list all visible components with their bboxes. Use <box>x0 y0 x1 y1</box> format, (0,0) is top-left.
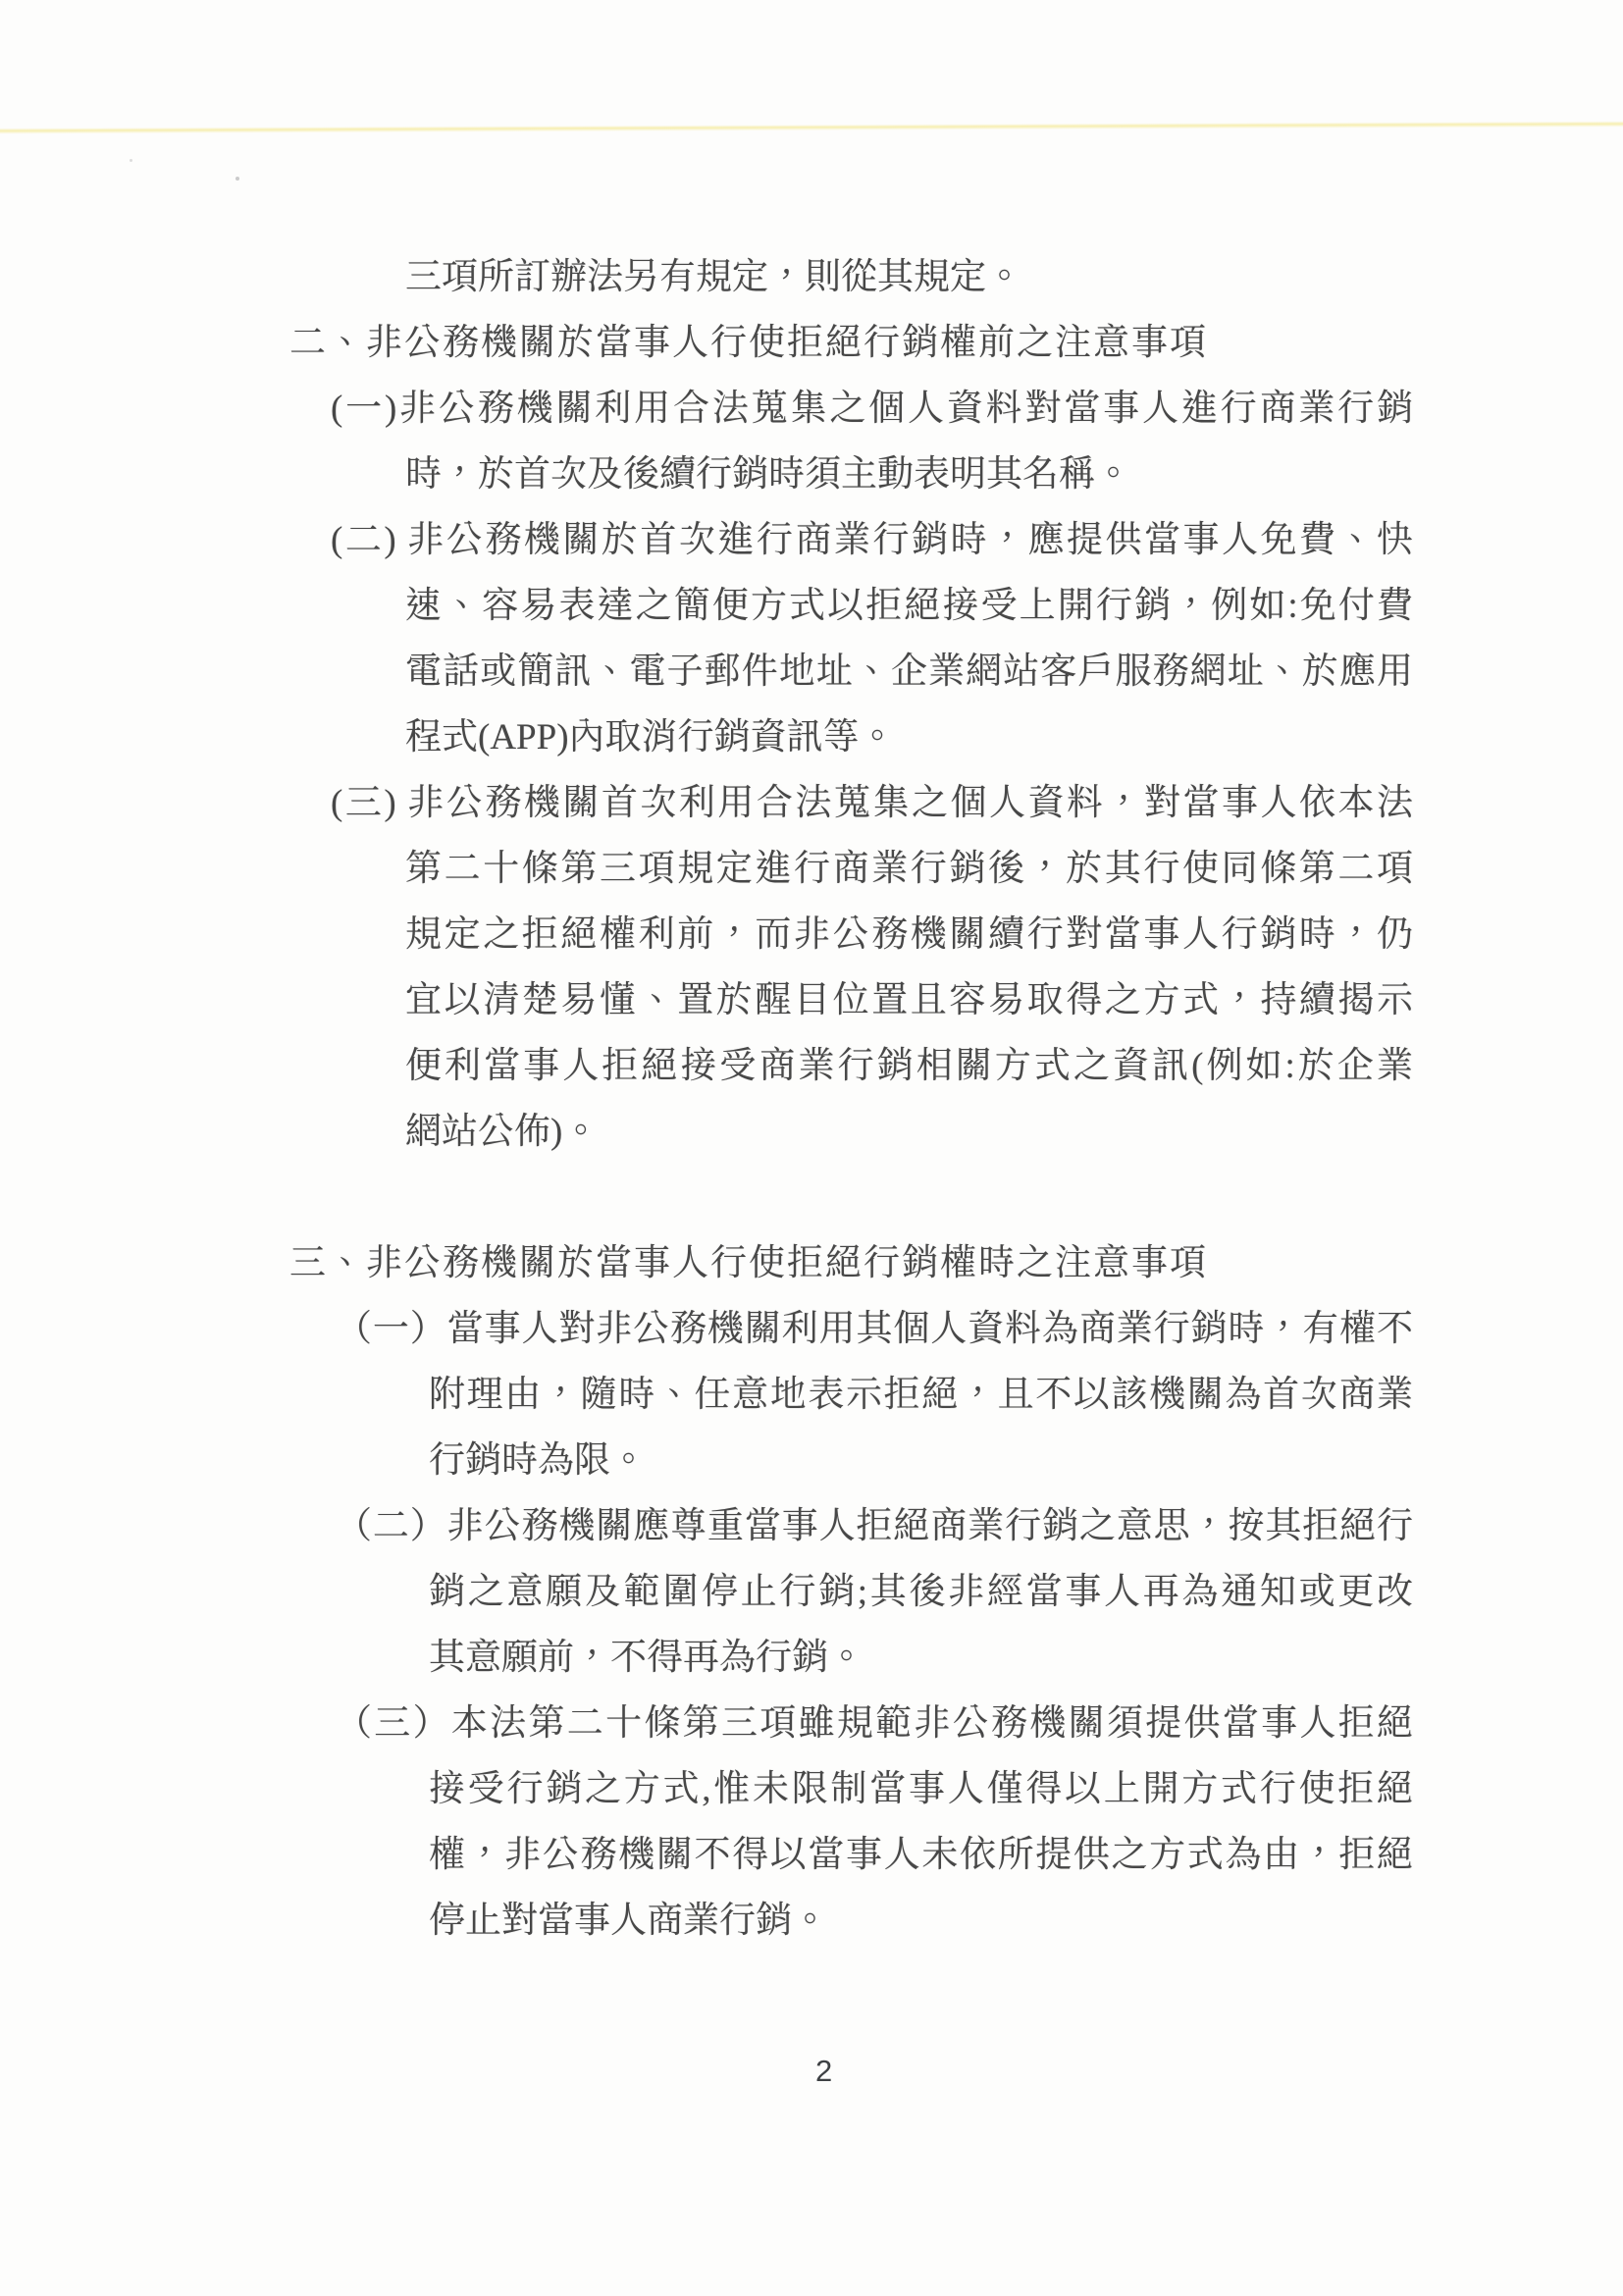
text-line: 其意願前，不得再為行銷。 <box>429 1638 864 1678</box>
text-line: 銷之意願及範圍停止行銷;其後非經當事人再為通知或更改 <box>429 1572 1413 1612</box>
text-line: 行銷時為限。 <box>429 1440 647 1481</box>
text-line: （三）本法第二十條第三項雖規範非公務機關須提供當事人拒絕 <box>336 1703 1413 1744</box>
text-line: 速、容易表達之簡便方式以拒絕接受上開行銷，例如:免付費 <box>405 586 1413 626</box>
text-line: 時，於首次及後續行銷時須主動表明其名稱。 <box>405 454 1131 495</box>
text-line: 接受行銷之方式,惟未限制當事人僅得以上開方式行使拒絕 <box>429 1769 1413 1809</box>
scan-streak-artifact <box>0 121 1623 133</box>
text-line: 第二十條第三項規定進行商業行銷後，於其行使同條第二項 <box>405 849 1413 889</box>
blank-line <box>0 1165 1623 1230</box>
text-line: 三項所訂辦法另有規定，則從其規定。 <box>405 257 1022 297</box>
text-line: 網站公佈)。 <box>405 1112 600 1152</box>
page-number: 2 <box>815 2054 833 2088</box>
text-line: 程式(APP)內取消行銷資訊等。 <box>405 717 896 757</box>
text-line: 便利當事人拒絕接受商業行銷相關方式之資訊(例如:於企業 <box>405 1046 1413 1086</box>
text-line: （二）非公務機關應尊重當事人拒絕商業行銷之意思，按其拒絕行 <box>336 1506 1413 1546</box>
text-line: 權，非公務機關不得以當事人未依所提供之方式為由，拒絕 <box>429 1835 1413 1875</box>
text-line: 宜以清楚易懂、置於醒目位置且容易取得之方式，持續揭示 <box>405 980 1413 1020</box>
text-line: 二、非公務機關於當事人行使拒絕行銷權前之注意事項 <box>289 323 1208 363</box>
document-lines <box>0 244 1623 1954</box>
scan-speck <box>236 177 239 181</box>
scan-speck <box>130 159 132 162</box>
text-line: （一）當事人對非公務機關利用其個人資料為商業行銷時，有權不 <box>336 1309 1413 1349</box>
text-line: (三) 非公務機關首次利用合法蒐集之個人資料，對當事人依本法 <box>331 783 1413 823</box>
text-line: 三、非公務機關於當事人行使拒絕行銷權時之注意事項 <box>289 1243 1208 1283</box>
text-line: (一)非公務機關利用合法蒐集之個人資料對當事人進行商業行銷 <box>331 389 1413 429</box>
text-line: (二) 非公務機關於首次進行商業行銷時，應提供當事人免費、快 <box>331 520 1413 560</box>
text-line: 附理由，隨時、任意地表示拒絕，且不以該機關為首次商業 <box>429 1375 1413 1415</box>
text-line: 電話或簡訊、電子郵件地址、企業網站客戶服務網址、於應用 <box>405 652 1413 692</box>
text-line: 規定之拒絕權利前，而非公務機關續行對當事人行銷時，仍 <box>405 914 1413 955</box>
text-line: 停止對當事人商業行銷。 <box>429 1901 828 1941</box>
